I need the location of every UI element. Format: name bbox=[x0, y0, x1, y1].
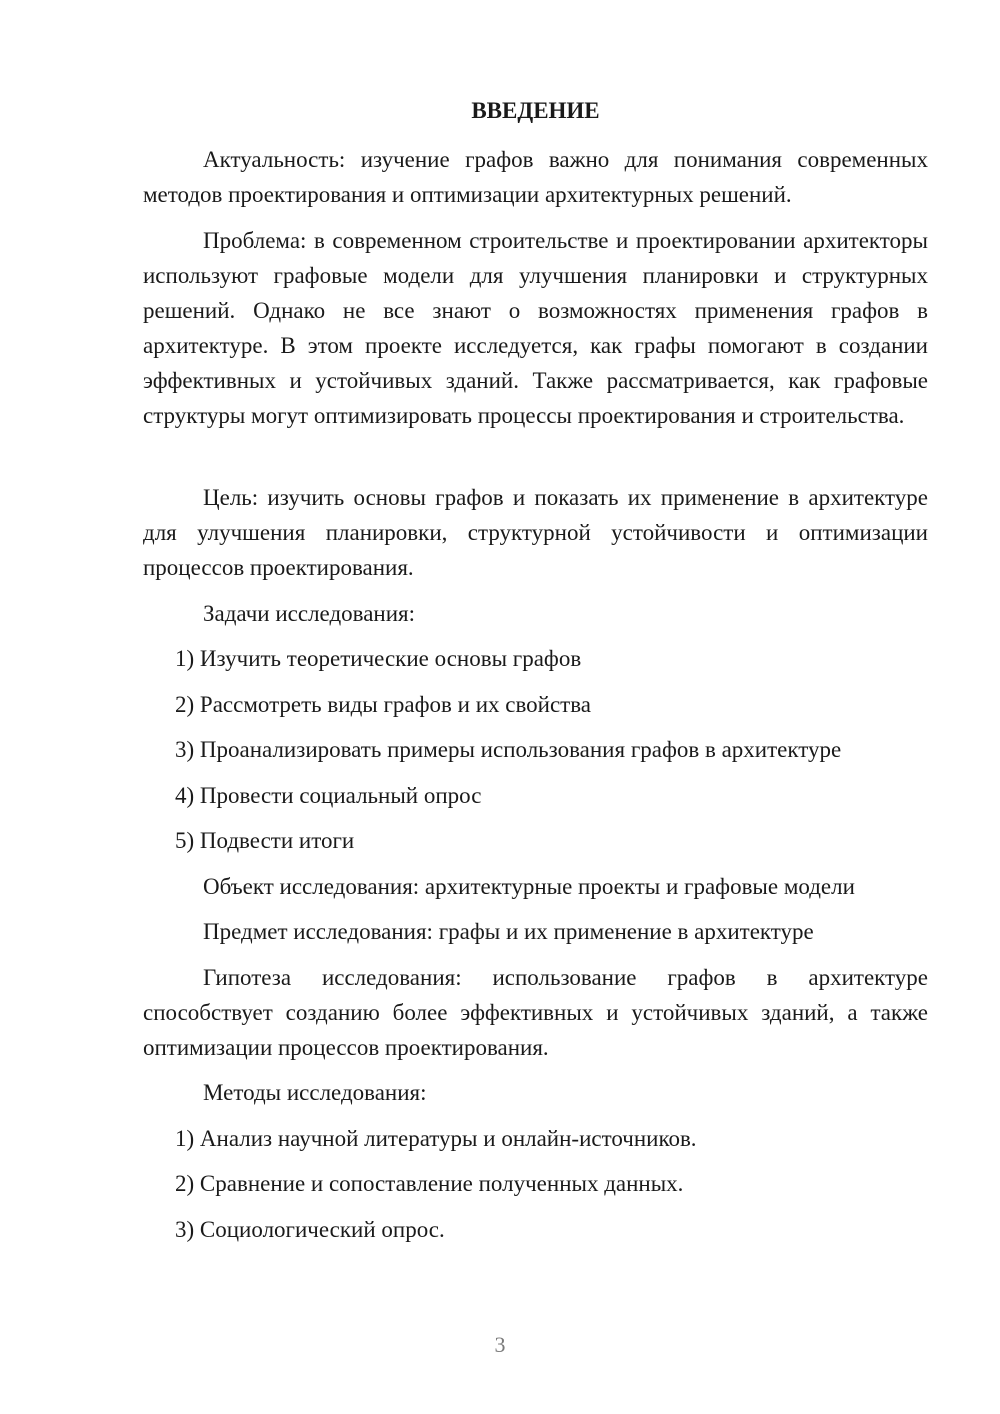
list-item: 2) Рассмотреть виды графов и их свойства bbox=[175, 692, 591, 717]
list-item: 3) Социологический опрос. bbox=[175, 1217, 445, 1242]
page-number: 3 bbox=[494, 1332, 506, 1357]
methods-heading: Методы исследования: bbox=[203, 1080, 427, 1105]
relevance-paragraph: Актуальность: изучение графов важно для понимания современных методов проектирования и оптимизации архитектурных решений. bbox=[143, 147, 928, 207]
list-item: 1) Анализ научной литературы и онлайн-источников. bbox=[175, 1126, 697, 1151]
goal-paragraph: Цель: изучить основы графов и показать их применение в архитектуре для улучшения планировки, структурной устойчивости и оптимизации процессов проектирования. bbox=[143, 485, 928, 580]
subject-paragraph: Предмет исследования: графы и их применение в архитектуре bbox=[203, 919, 814, 944]
object-paragraph: Объект исследования: архитектурные проекты и графовые модели bbox=[203, 874, 855, 899]
tasks-heading: Задачи исследования: bbox=[203, 601, 416, 626]
list-item: 1) Изучить теоретические основы графов bbox=[175, 646, 582, 671]
list-item: 4) Провести социальный опрос bbox=[175, 783, 482, 808]
hypothesis-paragraph: Гипотеза исследования: использование графов в архитектуре способствует созданию более эффективных и устойчивых зданий, а также оптимизации процессов проектирования. bbox=[143, 965, 928, 1060]
list-item: 3) Проанализировать примеры использования графов в архитектуре bbox=[175, 737, 842, 762]
list-item: 5) Подвести итоги bbox=[175, 828, 355, 853]
problem-paragraph: Проблема: в современном строительстве и проектировании архитекторы используют графовые модели для улучшения планировки и структурных решений. Однако не все знают о возможностях применения графов в архитектуре. В этом проекте исследуется, как графы помогают в создании эффективных и устойчивых зданий. Также рассматривается, как графовые структуры могут оптимизировать процессы проектирования и строительства. bbox=[143, 228, 928, 428]
list-item: 2) Сравнение и сопоставление полученных данных. bbox=[175, 1171, 684, 1196]
page-title: ВВЕДЕНИЕ bbox=[471, 98, 600, 123]
